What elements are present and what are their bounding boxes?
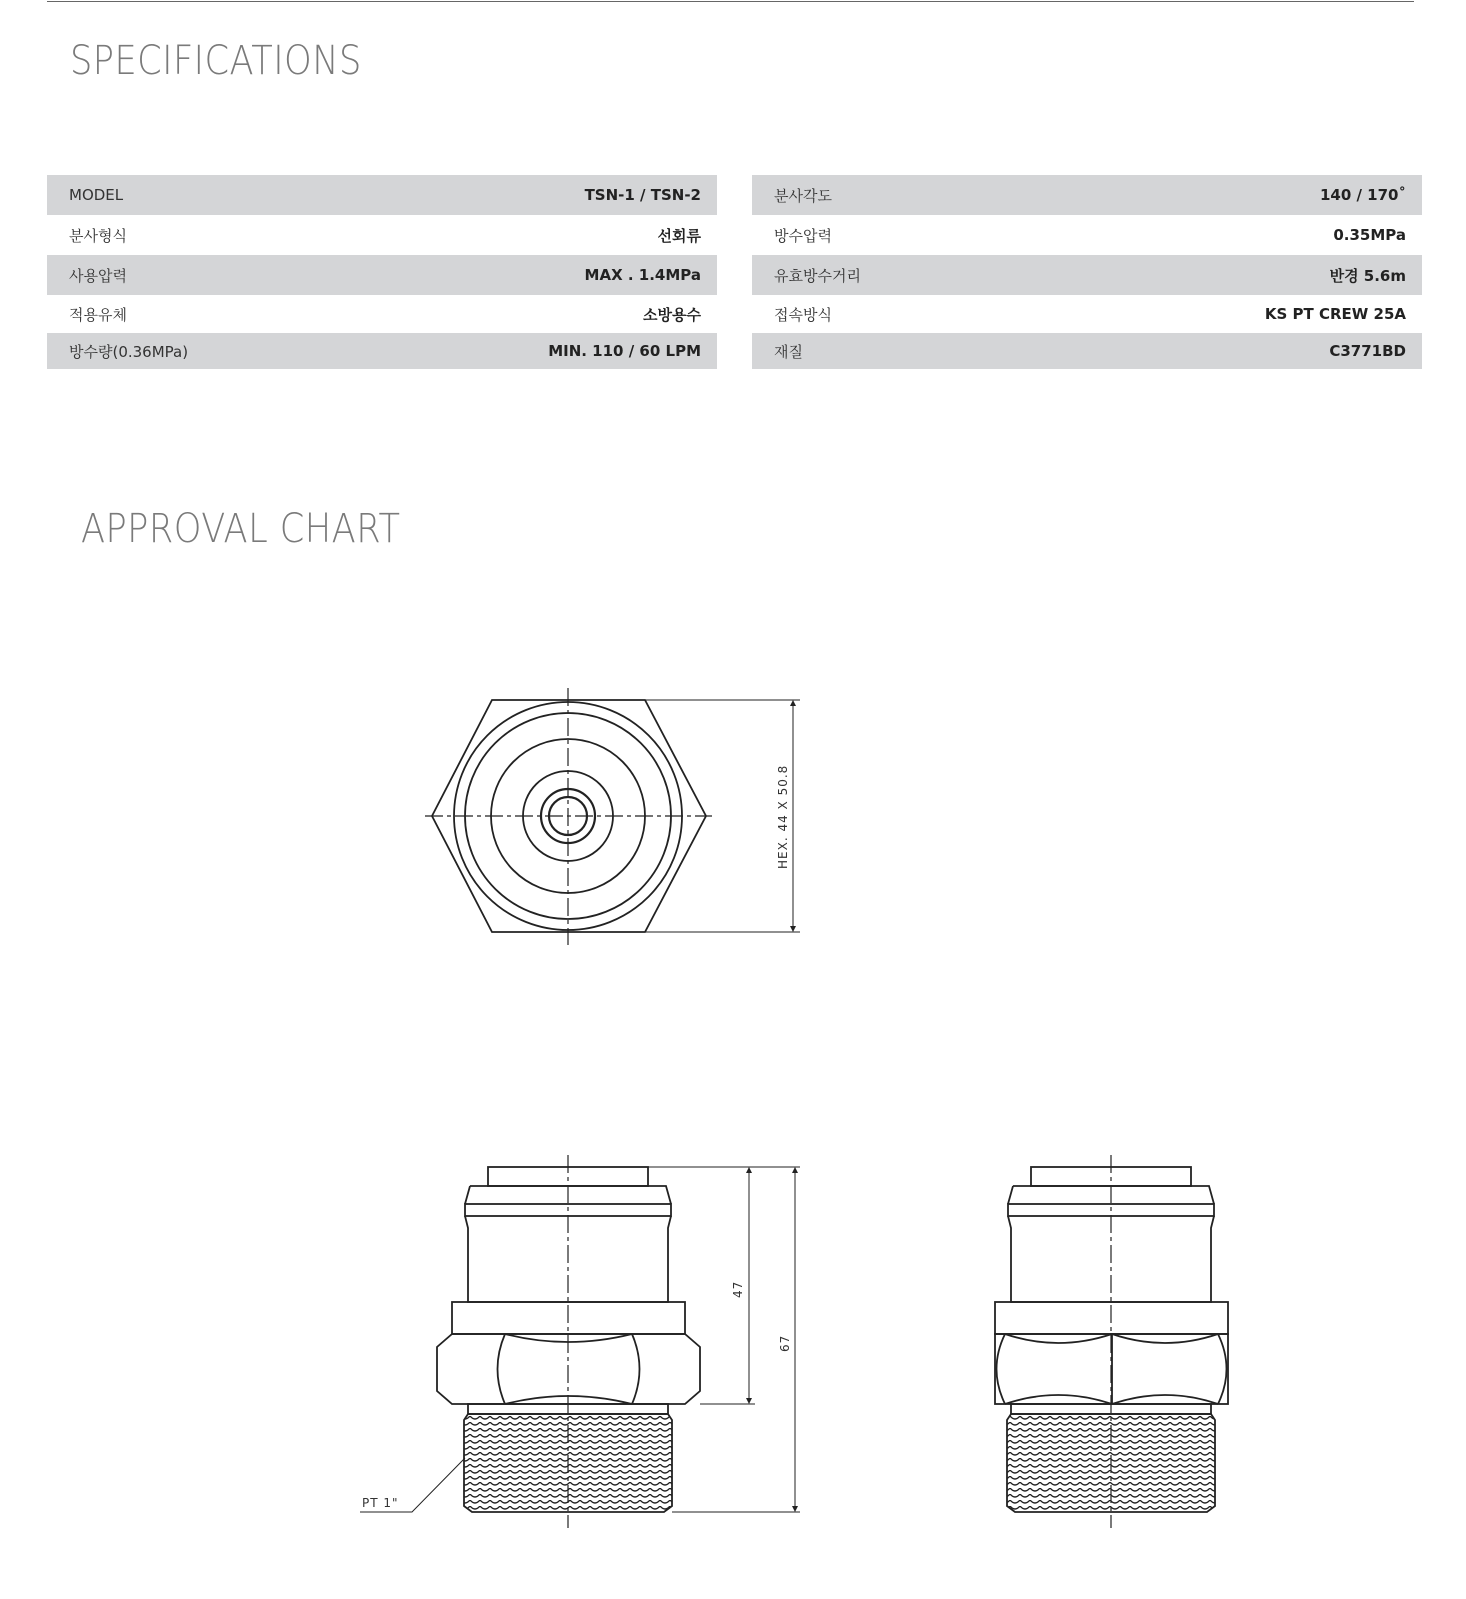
spec-label: 사용압력 <box>47 255 350 295</box>
thread-label: PT 1" <box>362 1496 399 1510</box>
spec-value: MIN. 110 / 60 LPM <box>350 333 717 369</box>
spec-label: 재질 <box>752 333 1027 369</box>
spec-value: 소방용수 <box>643 305 701 324</box>
side-view-dimensioned <box>360 1155 800 1528</box>
approval-chart-title: APPROVAL CHART <box>81 506 401 552</box>
spec-label: 접속방식 <box>774 305 832 324</box>
side-view-rotated <box>995 1155 1228 1528</box>
spec-label: 분사형식 <box>69 226 127 245</box>
dimension-67-label: 67 <box>778 1334 792 1352</box>
spec-label: 유효방수거리 <box>752 255 1027 295</box>
spec-value: C3771BD <box>1027 333 1422 369</box>
hex-dimension-label: HEX. 44 X 50.8 <box>776 764 790 869</box>
dimension-47-label: 47 <box>731 1280 745 1298</box>
spec-label: 적용유체 <box>69 305 127 324</box>
spec-value: TSN-1 / TSN-2 <box>350 175 717 215</box>
spec-value: 선회류 <box>657 226 701 245</box>
spec-value: MAX . 1.4MPa <box>350 255 717 295</box>
spec-value: 반경 5.6m <box>1027 255 1422 295</box>
specifications-title: SPECIFICATIONS <box>70 38 362 84</box>
spec-value: 140 / 170˚ <box>1027 175 1422 215</box>
spec-label: 분사각도 <box>752 175 1027 215</box>
spec-value: KS PT CREW 25A <box>1264 305 1406 323</box>
spec-label: MODEL <box>47 175 350 215</box>
top-view <box>425 688 800 945</box>
spec-label: 방수량(0.36MPa) <box>47 333 350 369</box>
spec-value: 0.35MPa <box>1333 226 1406 244</box>
spec-label: 방수압력 <box>774 226 832 245</box>
